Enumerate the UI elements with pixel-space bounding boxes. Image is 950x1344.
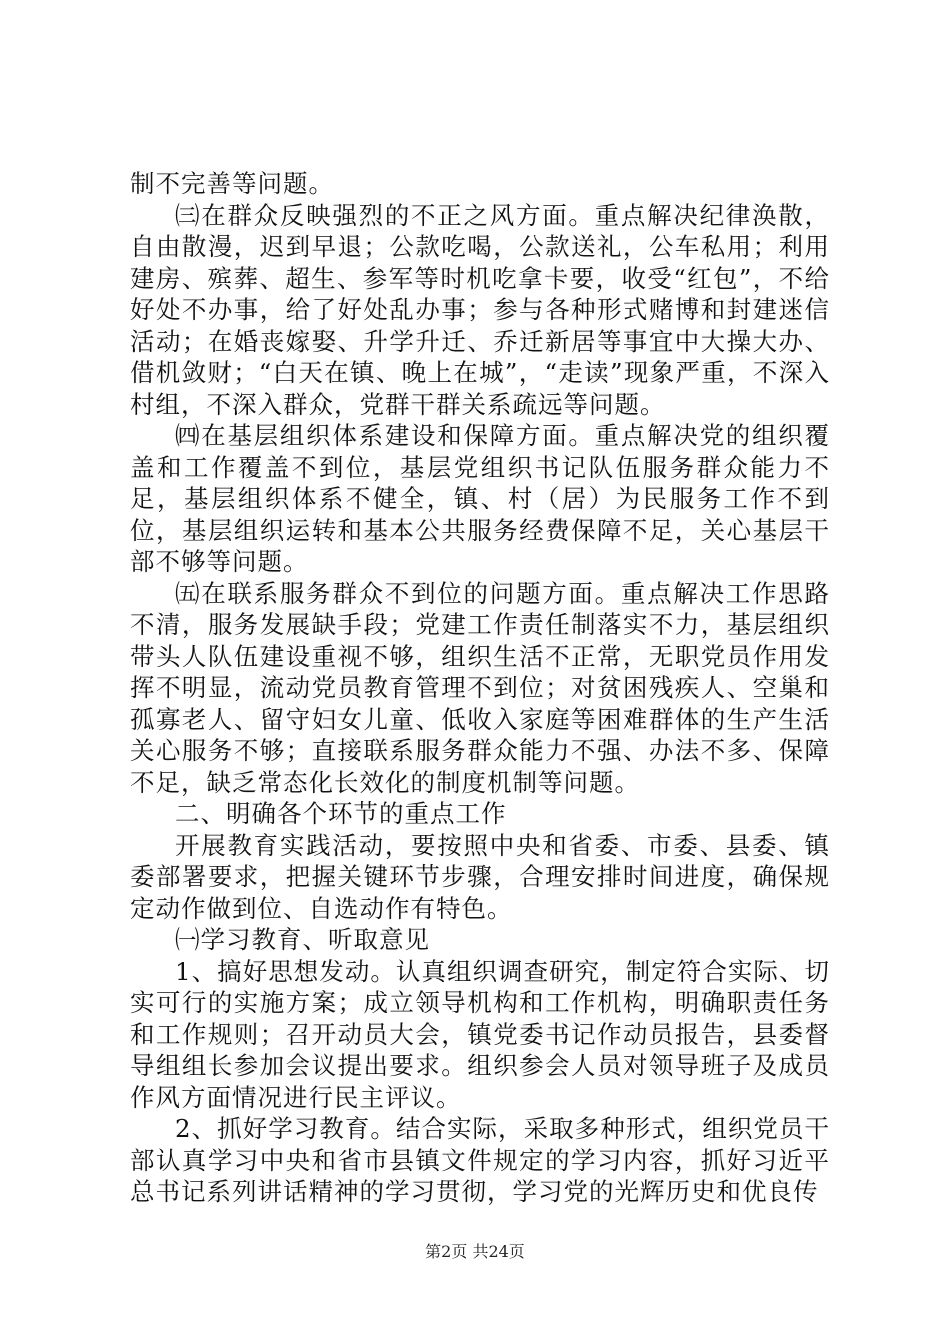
paragraph-continuation: 制不完善等问题。	[130, 169, 334, 198]
section-heading-2: 二、明确各个环节的重点工作	[175, 799, 507, 828]
paragraph-item-4: ㈣在基层组织体系建设和保障方面。重点解决党的组织覆盖和工作覆盖不到位，基层党组织书记队伍服务群众能力不足，基层组织体系不健全，镇、村（居）为民服务工作不到位，基层组织运转和基本公共服务经费保障不足，关心基层干部不够等问题。	[130, 421, 830, 576]
paragraph-intro: 开展教育实践活动，要按照中央和省委、市委、县委、镇委部署要求，把握关键环节步骤，合理安排时间进度，确保规定动作做到位、自选动作有特色。	[130, 830, 830, 923]
paragraph-point-1: 1、搞好思想发动。认真组织调查研究，制定符合实际、切实可行的实施方案；成立领导机构和工作机构，明确职责任务和工作规则；召开动员大会，镇党委书记作动员报告，县委督导组组长参加会议提出要求。组织参会人员对领导班子及成员作风方面情况进行民主评议。	[130, 956, 830, 1112]
paragraph-item-5: ㈤在联系服务群众不到位的问题方面。重点解决工作思路不清，服务发展缺手段；党建工作责任制落实不力，基层组织带头人队伍建设重视不够，组织生活不正常，无职党员作用发挥不明显，流动党员教育管理不到位；对贫困残疾人、空巢和孤寡老人、留守妇女儿童、低收入家庭等困难群体的生产生活关心服务不够；直接联系服务群众能力不强、办法不多、保障不足，缺乏常态化长效化的制度机制等问题。	[130, 578, 830, 797]
document-body	[130, 168, 830, 1208]
subsection-heading-1: ㈠学习教育、听取意见	[175, 925, 430, 954]
paragraph-item-3: ㈢在群众反映强烈的不正之风方面。重点解决纪律涣散，自由散漫，迟到早退；公款吃喝，公款送礼，公车私用；利用建房、殡葬、超生、参军等时机吃拿卡要，收受“红包”，不给好处不办事，给了好处乱办事；参与各种形式赌博和封建迷信活动；在婚丧嫁娶、升学升迁、乔迁新居等事宜中大操大办、借机敛财；“白天在镇、晚上在城”，“走读”现象严重，不深入村组，不深入群众，党群干群关系疏远等问题。	[130, 200, 830, 419]
paragraph-point-2: 2、抓好学习教育。结合实际，采取多种形式，组织党员干部认真学习中央和省市县镇文件规定的学习内容，抓好习近平总书记系列讲话精神的学习贯彻，学习党的光辉历史和优良传	[130, 1114, 830, 1206]
page-footer: 第2页 共24页	[425, 1242, 525, 1261]
